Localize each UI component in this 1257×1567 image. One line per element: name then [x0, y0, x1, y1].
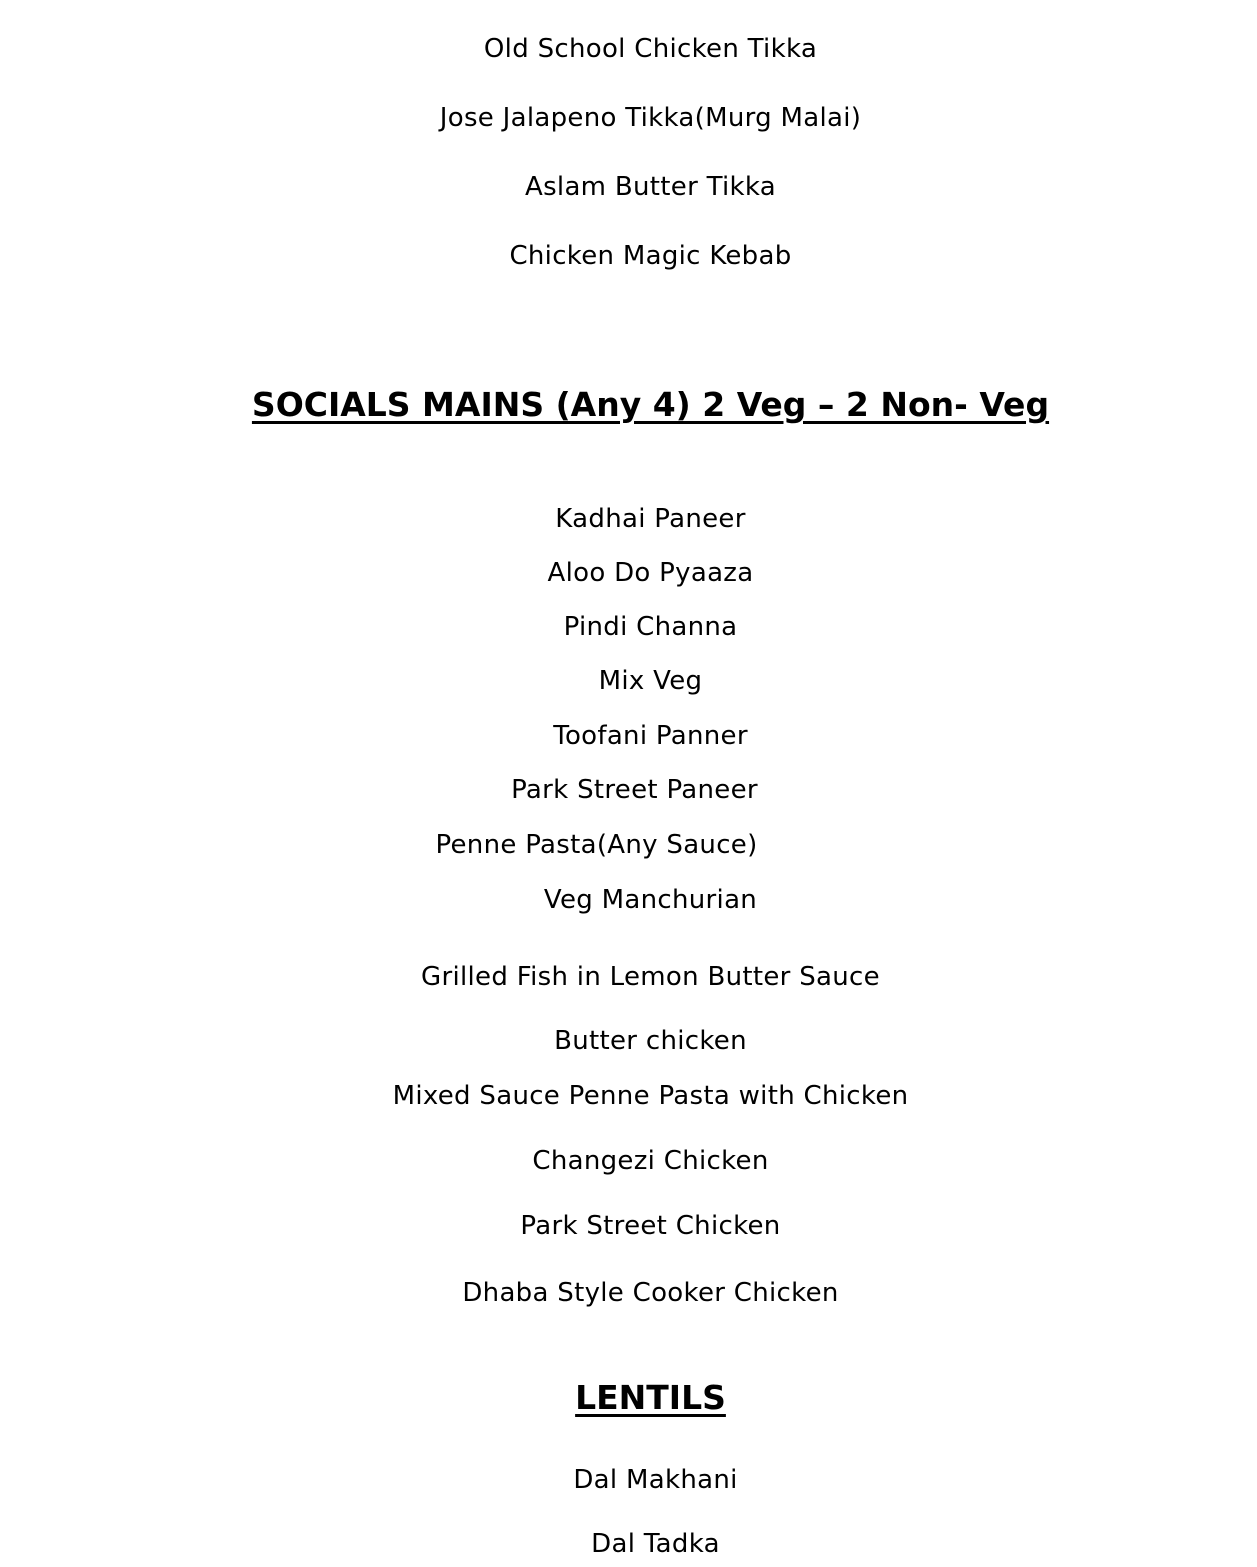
menu-item: Dal Tadka	[591, 1529, 720, 1559]
menu-item: Chicken Magic Kebab	[509, 241, 792, 271]
menu-item: Mixed Sauce Penne Pasta with Chicken	[392, 1081, 909, 1111]
menu-item: Kadhai Paneer	[555, 504, 746, 534]
menu-item: Butter chicken	[554, 1026, 747, 1056]
menu-item: Veg Manchurian	[543, 885, 758, 915]
menu-item: Aloo Do Pyaaza	[547, 558, 754, 588]
section-heading-lentils: LENTILS	[575, 1378, 726, 1417]
section-heading-socials-mains: SOCIALS MAINS (Any 4) 2 Veg – 2 Non- Veg	[251, 385, 1050, 424]
menu-item: Aslam Butter Tikka	[524, 172, 777, 202]
menu-item: Park Street Paneer	[511, 775, 758, 805]
menu-item: Grilled Fish in Lemon Butter Sauce	[421, 962, 880, 992]
menu-item: Jose Jalapeno Tikka(Murg Malai)	[439, 103, 862, 133]
menu-item: Pindi Channa	[563, 612, 738, 642]
menu-item: Park Street Chicken	[520, 1211, 781, 1241]
menu-item: Changezi Chicken	[532, 1146, 769, 1176]
menu-item: Dal Makhani	[573, 1465, 738, 1495]
menu-item: Dhaba Style Cooker Chicken	[462, 1278, 839, 1308]
menu-item: Penne Pasta(Any Sauce)	[435, 830, 758, 860]
menu-item: Old School Chicken Tikka	[483, 34, 818, 64]
menu-item: Mix Veg	[598, 666, 703, 696]
menu-item: Toofani Panner	[553, 721, 748, 751]
